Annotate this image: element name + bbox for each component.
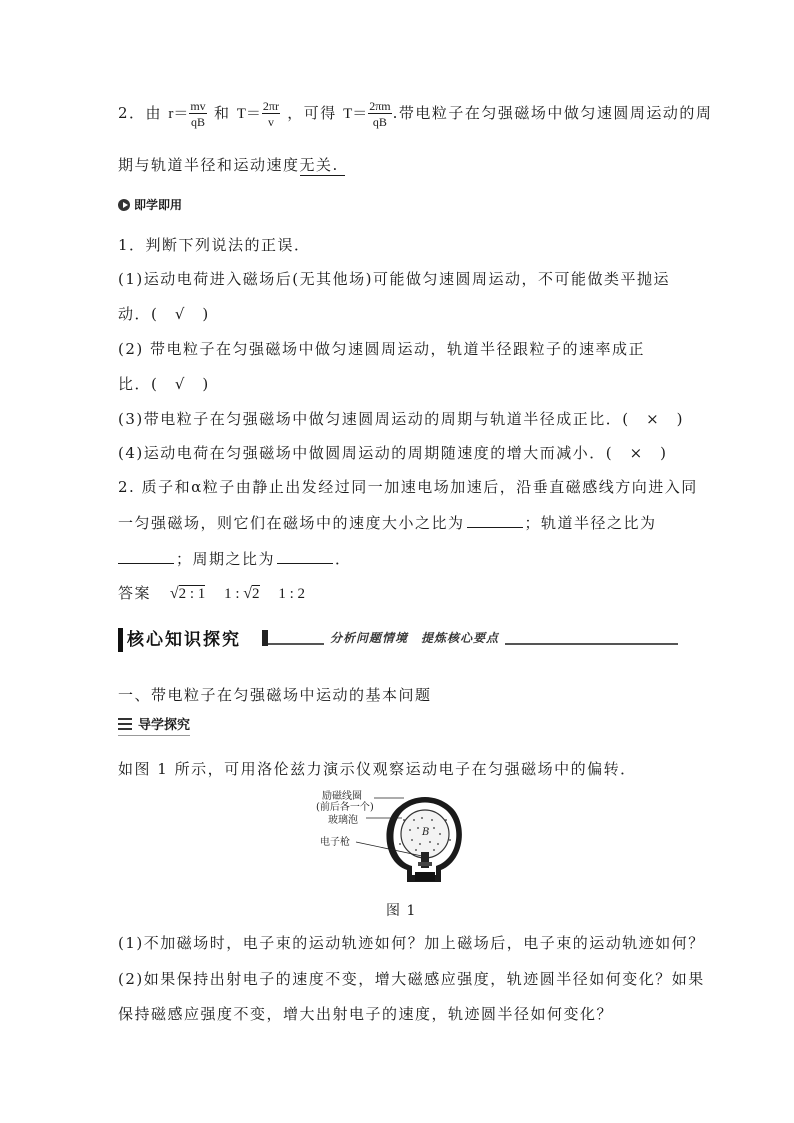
statement-4: (4)运动电荷在匀强磁场中做圆周运动的周期随速度的增大而减小．( × ) [118, 444, 668, 462]
sentence-text: 期与轨道半径和运动速度 [118, 156, 300, 174]
figure-lorentz-demo [316, 790, 466, 886]
item-number-text: 2．由 [118, 104, 163, 122]
question-text: ；周期之比为 [176, 550, 276, 568]
connector-text: ，可得 [287, 104, 337, 122]
question-text: ． [335, 550, 352, 568]
question-text: 一匀强磁场，则它们在磁场中的速度大小之比为 [118, 514, 465, 532]
label-coil-note: (前后各一个) [316, 802, 374, 813]
banner-title: 核心知识探究 [118, 628, 258, 652]
sqrt-icon: √ [169, 585, 179, 602]
answer-period-ratio: 1 : 2 [278, 586, 306, 602]
fraction-numerator: mv [190, 99, 206, 113]
statement-1-line-a: (1)运动电荷进入磁场后(无其他场)可能做匀速圆周运动，不可能做类平抛运 [118, 270, 670, 288]
statement-1-line-b: 动．( √ ) [118, 305, 210, 323]
section-banner [118, 626, 678, 654]
label-coil: 励磁线圈 [322, 791, 362, 802]
answer-text: 无关 [299, 156, 333, 174]
answer-label: 答案 [118, 584, 152, 602]
eq3-lhs: T＝ [343, 106, 368, 122]
sqrt-icon: √ [243, 585, 253, 602]
list-icon [118, 718, 132, 730]
formula-paragraph-line-2 [118, 154, 345, 175]
ratio-text: 1 : [224, 586, 244, 602]
answer-blank[interactable] [467, 515, 523, 528]
banner-divider-block [262, 630, 268, 646]
question-2-line-c [118, 548, 352, 569]
play-circle-icon [118, 199, 130, 211]
statement-2-line-b: 比．( √ ) [118, 375, 210, 393]
section-tag-practice [118, 196, 182, 213]
guide-tag [118, 714, 190, 736]
period-text: . [332, 156, 339, 174]
label-gun: 电子枪 [320, 837, 350, 848]
sentence-text: .带电粒子在匀强磁场中做匀速圆周运动的周 [392, 104, 713, 122]
fraction-numerator: 2πm [369, 99, 391, 113]
section-tag-label: 即学即用 [134, 198, 183, 212]
question-text: ；轨道半径之比为 [524, 514, 657, 532]
intro-text: 如图 1 所示，可用洛伦兹力演示仪观察运动电子在匀强磁场中的偏转． [118, 760, 637, 778]
ratio-text: 2 [252, 586, 260, 602]
answer-underlined [300, 156, 346, 176]
fraction-2pim-over-qb [368, 100, 391, 128]
answer-speed-ratio [170, 586, 205, 602]
answer-radius-ratio [224, 586, 259, 602]
question-b-line-2: 保持磁感应强度不变，增大出射电子的速度，轨迹圆半径如何变化？ [118, 1005, 614, 1023]
formula-paragraph-line-1 [118, 100, 712, 128]
banner-subtitle: 分析问题情境 提炼核心要点 [324, 629, 505, 646]
figure-caption: 图 1 [386, 903, 417, 919]
guide-tag-label: 导学探究 [138, 718, 191, 733]
question-a: (1)不加磁场时，电子束的运动轨迹如何？加上磁场后，电子束的运动轨迹如何？ [118, 934, 705, 952]
question-2-line-b [118, 512, 657, 533]
question-b-line-1: (2)如果保持出射电子的速度不变，增大磁感应强度，轨迹圆半径如何变化？如果 [118, 970, 705, 988]
fraction-denominator: qB [190, 115, 205, 129]
conjunction-text: 和 [213, 104, 231, 122]
label-bulb: 玻璃泡 [328, 815, 358, 826]
eq2-lhs: T＝ [236, 106, 261, 122]
answer-line [118, 582, 305, 603]
statement-2-line-a: (2) 带电粒子在匀强磁场中做匀速圆周运动，轨道半径跟粒子的速率成正 [118, 340, 646, 358]
fraction-numerator: 2πr [262, 99, 279, 113]
fraction-denominator: v [267, 115, 274, 129]
question-2-line-a: 2. 质子和α粒子由静止出发经过同一加速电场加速后，沿垂直磁感线方向进入同 [118, 478, 698, 496]
answer-blank[interactable] [118, 551, 174, 564]
eq1-lhs: r＝ [168, 106, 189, 122]
part-1-heading: 一、带电粒子在匀强磁场中运动的基本问题 [118, 686, 432, 704]
label-b-field: B [422, 827, 430, 838]
fraction-mv-over-qb [189, 100, 206, 128]
fraction-2pir-over-v [262, 100, 280, 128]
question-1-title: 1．判断下列说法的正误． [118, 236, 311, 254]
ratio-text: 2 : 1 [178, 586, 206, 602]
answer-blank[interactable] [277, 551, 333, 564]
fraction-denominator: qB [372, 115, 387, 129]
statement-3: (3)带电粒子在匀强磁场中做匀速圆周运动的周期与轨道半径成正比．( × ) [118, 410, 685, 428]
